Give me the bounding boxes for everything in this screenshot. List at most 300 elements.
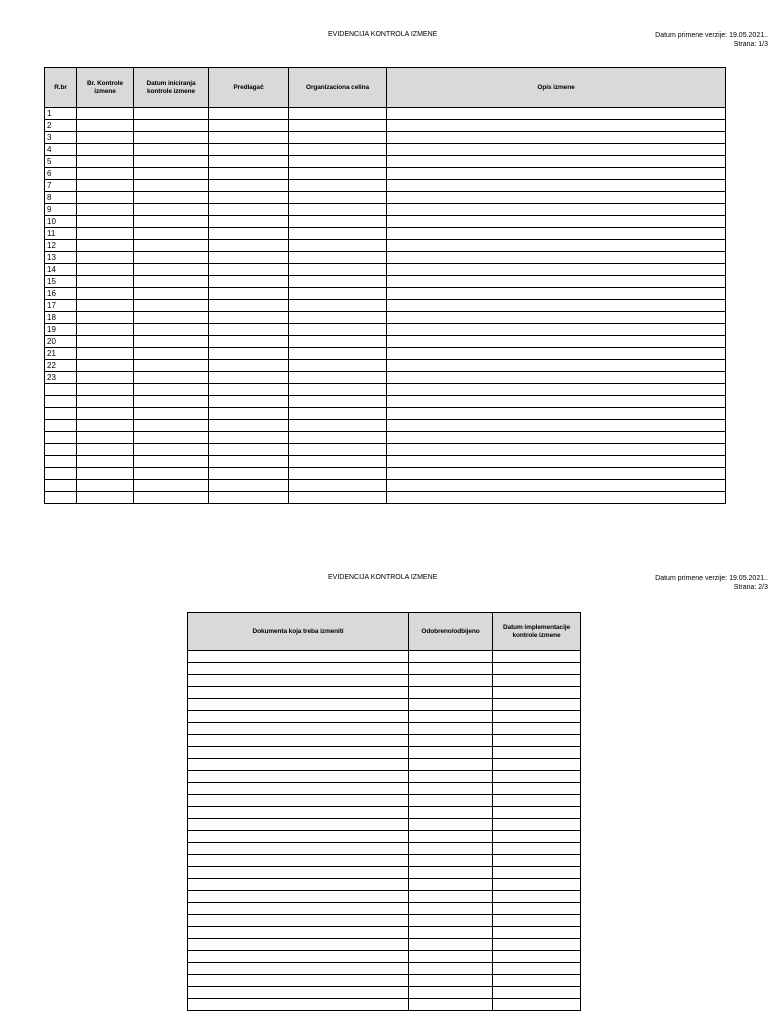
table-row	[45, 120, 726, 132]
table-cell[interactable]	[134, 192, 209, 204]
table-cell[interactable]	[209, 252, 289, 264]
table-cell[interactable]	[493, 723, 581, 735]
table-cell[interactable]	[387, 444, 726, 456]
table-cell[interactable]	[409, 999, 493, 1011]
table-cell[interactable]	[493, 783, 581, 795]
table-cell[interactable]	[134, 312, 209, 324]
table-cell[interactable]	[209, 132, 289, 144]
table-row	[188, 879, 581, 891]
table-cell[interactable]	[493, 927, 581, 939]
table-cell[interactable]	[188, 951, 409, 963]
table-cell[interactable]	[188, 759, 409, 771]
row-number-cell	[45, 480, 77, 492]
table-cell[interactable]	[409, 771, 493, 783]
table-cell[interactable]	[289, 336, 387, 348]
table-cell[interactable]	[409, 699, 493, 711]
table-cell[interactable]	[409, 759, 493, 771]
table-cell[interactable]	[387, 108, 726, 120]
table-row	[188, 747, 581, 759]
table-cell[interactable]	[387, 384, 726, 396]
table-cell[interactable]	[409, 795, 493, 807]
table-cell[interactable]	[209, 336, 289, 348]
table-row	[188, 675, 581, 687]
table-cell[interactable]	[188, 891, 409, 903]
table-cell[interactable]	[77, 288, 134, 300]
table-cell[interactable]	[188, 675, 409, 687]
table-cell[interactable]	[77, 456, 134, 468]
table-row	[188, 711, 581, 723]
table-cell[interactable]	[493, 891, 581, 903]
table-cell[interactable]	[188, 819, 409, 831]
table-cell[interactable]	[387, 324, 726, 336]
table-cell[interactable]	[188, 831, 409, 843]
table-cell[interactable]	[409, 831, 493, 843]
table-cell[interactable]	[289, 372, 387, 384]
table-cell[interactable]	[289, 216, 387, 228]
table-cell[interactable]	[409, 963, 493, 975]
table-cell[interactable]	[188, 807, 409, 819]
table-cell[interactable]	[493, 903, 581, 915]
table-cell[interactable]	[209, 384, 289, 396]
table-cell[interactable]	[409, 891, 493, 903]
table-cell[interactable]	[134, 180, 209, 192]
table-cell[interactable]	[134, 480, 209, 492]
table-cell[interactable]	[493, 999, 581, 1011]
table-cell[interactable]	[493, 759, 581, 771]
table-cell[interactable]	[134, 348, 209, 360]
table-cell[interactable]	[134, 492, 209, 504]
table-cell[interactable]	[289, 252, 387, 264]
table-cell[interactable]	[493, 975, 581, 987]
table-cell[interactable]	[77, 192, 134, 204]
table-cell[interactable]	[209, 228, 289, 240]
table-cell[interactable]	[387, 300, 726, 312]
table-cell[interactable]	[134, 420, 209, 432]
table-cell[interactable]	[77, 240, 134, 252]
table-cell[interactable]	[289, 228, 387, 240]
table-cell[interactable]	[409, 903, 493, 915]
table-cell[interactable]	[493, 651, 581, 663]
table-cell[interactable]	[493, 831, 581, 843]
row-number-cell: 20	[45, 336, 77, 348]
table-cell[interactable]	[289, 396, 387, 408]
table-cell[interactable]	[134, 168, 209, 180]
table-cell[interactable]	[387, 312, 726, 324]
table-cell[interactable]	[409, 987, 493, 999]
table-cell[interactable]	[209, 468, 289, 480]
table-cell[interactable]	[209, 408, 289, 420]
table-cell[interactable]	[134, 300, 209, 312]
table-row	[188, 699, 581, 711]
table-cell[interactable]	[409, 651, 493, 663]
table-cell[interactable]	[188, 711, 409, 723]
table-cell[interactable]	[134, 444, 209, 456]
table-cell[interactable]	[134, 324, 209, 336]
table-cell[interactable]	[188, 747, 409, 759]
table-cell[interactable]	[493, 795, 581, 807]
table-cell[interactable]	[188, 687, 409, 699]
table-cell[interactable]	[134, 468, 209, 480]
table-cell[interactable]	[209, 444, 289, 456]
table-cell[interactable]	[188, 987, 409, 999]
table-cell[interactable]	[409, 735, 493, 747]
table-cell[interactable]	[209, 348, 289, 360]
table-cell[interactable]	[387, 156, 726, 168]
table-cell[interactable]	[387, 396, 726, 408]
table-cell[interactable]	[209, 240, 289, 252]
table-cell[interactable]	[289, 324, 387, 336]
table-cell[interactable]	[134, 156, 209, 168]
table-cell[interactable]	[409, 783, 493, 795]
table-cell[interactable]	[493, 747, 581, 759]
table-row	[45, 492, 726, 504]
row-number-cell: 23	[45, 372, 77, 384]
table-cell[interactable]	[77, 372, 134, 384]
table-cell[interactable]	[289, 300, 387, 312]
table-cell[interactable]	[188, 651, 409, 663]
table-cell[interactable]	[77, 396, 134, 408]
table-cell[interactable]	[409, 711, 493, 723]
table-cell[interactable]	[77, 144, 134, 156]
table-cell[interactable]	[493, 807, 581, 819]
table-cell[interactable]	[188, 903, 409, 915]
table-cell[interactable]	[493, 939, 581, 951]
table-cell[interactable]	[493, 843, 581, 855]
table-cell[interactable]	[134, 336, 209, 348]
table-row	[45, 444, 726, 456]
table-row	[188, 663, 581, 675]
table-cell[interactable]	[188, 927, 409, 939]
table-cell[interactable]	[387, 336, 726, 348]
row-number-cell: 3	[45, 132, 77, 144]
table-cell[interactable]	[77, 180, 134, 192]
table-row	[188, 651, 581, 663]
table-cell[interactable]	[77, 408, 134, 420]
table-row	[188, 963, 581, 975]
table-cell[interactable]	[77, 264, 134, 276]
row-number-cell: 2	[45, 120, 77, 132]
table-cell[interactable]	[134, 108, 209, 120]
table-cell[interactable]	[209, 168, 289, 180]
table-cell[interactable]	[289, 384, 387, 396]
table-cell[interactable]	[493, 915, 581, 927]
table-cell[interactable]	[209, 216, 289, 228]
table-cell[interactable]	[289, 312, 387, 324]
table-cell[interactable]	[77, 300, 134, 312]
table-cell[interactable]	[409, 879, 493, 891]
table-cell[interactable]	[134, 372, 209, 384]
table-cell[interactable]	[77, 156, 134, 168]
table-cell[interactable]	[493, 867, 581, 879]
table-cell[interactable]	[493, 735, 581, 747]
table-cell[interactable]	[188, 783, 409, 795]
table-cell[interactable]	[493, 771, 581, 783]
table-cell[interactable]	[493, 711, 581, 723]
table-cell[interactable]	[188, 771, 409, 783]
table-cell[interactable]	[387, 360, 726, 372]
documents-to-change-table	[187, 612, 581, 1011]
table-cell[interactable]	[409, 747, 493, 759]
table-cell[interactable]	[387, 168, 726, 180]
table-cell[interactable]	[289, 120, 387, 132]
table-cell[interactable]	[209, 276, 289, 288]
table-cell[interactable]	[289, 348, 387, 360]
table-cell[interactable]	[493, 855, 581, 867]
table-cell[interactable]	[209, 288, 289, 300]
col-header-control-number: Br. Kontrole izmene	[77, 68, 134, 108]
table-cell[interactable]	[77, 324, 134, 336]
table-cell[interactable]	[493, 879, 581, 891]
table-cell[interactable]	[289, 276, 387, 288]
table-row	[188, 831, 581, 843]
table-cell[interactable]	[77, 384, 134, 396]
table-cell[interactable]	[289, 240, 387, 252]
table-cell[interactable]	[289, 360, 387, 372]
table-cell[interactable]	[387, 240, 726, 252]
table-cell[interactable]	[134, 456, 209, 468]
table-cell[interactable]	[409, 675, 493, 687]
row-number-cell: 4	[45, 144, 77, 156]
table-cell[interactable]	[209, 312, 289, 324]
table-cell[interactable]	[387, 144, 726, 156]
table-cell[interactable]	[289, 204, 387, 216]
table-cell[interactable]	[289, 144, 387, 156]
table-cell[interactable]	[188, 915, 409, 927]
table-cell[interactable]	[289, 480, 387, 492]
col-header-initiation-date: Datum iniciranja kontrole izmene	[134, 68, 209, 108]
table-cell[interactable]	[289, 192, 387, 204]
table-cell[interactable]	[209, 180, 289, 192]
table-cell[interactable]	[209, 300, 289, 312]
table-cell[interactable]	[77, 432, 134, 444]
table-cell[interactable]	[387, 252, 726, 264]
table-header-row	[188, 613, 581, 651]
table-cell[interactable]	[387, 204, 726, 216]
table-cell[interactable]	[289, 108, 387, 120]
table-cell[interactable]	[77, 108, 134, 120]
row-number-cell	[45, 468, 77, 480]
table-cell[interactable]	[409, 951, 493, 963]
table-cell[interactable]	[387, 264, 726, 276]
table-cell[interactable]	[289, 180, 387, 192]
table-cell[interactable]	[134, 132, 209, 144]
table-cell[interactable]	[387, 276, 726, 288]
table-cell[interactable]	[77, 228, 134, 240]
table-cell[interactable]	[409, 867, 493, 879]
table-cell[interactable]	[77, 468, 134, 480]
table-cell[interactable]	[493, 819, 581, 831]
table-cell[interactable]	[77, 444, 134, 456]
table-row	[45, 408, 726, 420]
table-cell[interactable]	[289, 468, 387, 480]
table-cell[interactable]	[209, 144, 289, 156]
row-number-cell	[45, 384, 77, 396]
table-cell[interactable]	[387, 348, 726, 360]
table-cell[interactable]	[387, 180, 726, 192]
table-cell[interactable]	[493, 663, 581, 675]
table-cell[interactable]	[134, 204, 209, 216]
table-cell[interactable]	[409, 843, 493, 855]
table-cell[interactable]	[77, 360, 134, 372]
table-cell[interactable]	[77, 492, 134, 504]
table-cell[interactable]	[409, 975, 493, 987]
table-cell[interactable]	[387, 456, 726, 468]
table-cell[interactable]	[209, 156, 289, 168]
page-number: Strana: 1/3	[733, 41, 768, 48]
table-cell[interactable]	[134, 276, 209, 288]
table-cell[interactable]	[493, 687, 581, 699]
table-cell[interactable]	[188, 975, 409, 987]
table-cell[interactable]	[188, 843, 409, 855]
table-cell[interactable]	[77, 168, 134, 180]
table-cell[interactable]	[188, 723, 409, 735]
table-cell[interactable]	[134, 252, 209, 264]
table-cell[interactable]	[188, 663, 409, 675]
row-number-cell	[45, 492, 77, 504]
table-cell[interactable]	[134, 144, 209, 156]
table-cell[interactable]	[289, 456, 387, 468]
table-cell[interactable]	[289, 432, 387, 444]
table-cell[interactable]	[289, 444, 387, 456]
table-cell[interactable]	[493, 699, 581, 711]
table-cell[interactable]	[188, 855, 409, 867]
table-cell[interactable]	[134, 240, 209, 252]
table-cell[interactable]	[134, 432, 209, 444]
table-cell[interactable]	[387, 432, 726, 444]
table-cell[interactable]	[77, 336, 134, 348]
table-cell[interactable]	[409, 687, 493, 699]
table-row	[188, 759, 581, 771]
table-cell[interactable]	[188, 795, 409, 807]
table-cell[interactable]	[134, 408, 209, 420]
table-row	[188, 975, 581, 987]
table-cell[interactable]	[209, 192, 289, 204]
table-cell[interactable]	[209, 456, 289, 468]
table-cell[interactable]	[188, 867, 409, 879]
table-cell[interactable]	[409, 819, 493, 831]
table-cell[interactable]	[409, 807, 493, 819]
table-cell[interactable]	[188, 699, 409, 711]
table-cell[interactable]	[77, 420, 134, 432]
table-cell[interactable]	[209, 432, 289, 444]
table-cell[interactable]	[188, 999, 409, 1011]
table-cell[interactable]	[134, 120, 209, 132]
table-cell[interactable]	[77, 204, 134, 216]
table-cell[interactable]	[289, 156, 387, 168]
table-cell[interactable]	[209, 420, 289, 432]
table-row	[45, 456, 726, 468]
table-cell[interactable]	[289, 132, 387, 144]
table-cell[interactable]	[77, 216, 134, 228]
table-cell[interactable]	[387, 228, 726, 240]
row-number-cell	[45, 396, 77, 408]
row-number-cell	[45, 408, 77, 420]
table-cell[interactable]	[134, 288, 209, 300]
table-cell[interactable]	[134, 216, 209, 228]
table-cell[interactable]	[387, 372, 726, 384]
table-cell[interactable]	[409, 915, 493, 927]
table-cell[interactable]	[134, 264, 209, 276]
table-cell[interactable]	[387, 420, 726, 432]
table-cell[interactable]	[493, 963, 581, 975]
table-row	[188, 819, 581, 831]
table-cell[interactable]	[209, 492, 289, 504]
table-cell[interactable]	[188, 939, 409, 951]
table-cell[interactable]	[387, 288, 726, 300]
table-cell[interactable]	[77, 276, 134, 288]
table-row	[188, 843, 581, 855]
table-cell[interactable]	[409, 723, 493, 735]
table-cell[interactable]	[409, 663, 493, 675]
table-cell[interactable]	[387, 132, 726, 144]
table-cell[interactable]	[289, 420, 387, 432]
table-cell[interactable]	[188, 735, 409, 747]
table-row	[45, 132, 726, 144]
row-number-cell: 15	[45, 276, 77, 288]
table-cell[interactable]	[209, 324, 289, 336]
table-cell[interactable]	[493, 675, 581, 687]
row-number-cell: 11	[45, 228, 77, 240]
table-cell[interactable]	[289, 408, 387, 420]
table-cell[interactable]	[134, 384, 209, 396]
table-cell[interactable]	[409, 927, 493, 939]
table-cell[interactable]	[134, 396, 209, 408]
row-number-cell: 19	[45, 324, 77, 336]
table-cell[interactable]	[387, 468, 726, 480]
table-row	[45, 192, 726, 204]
table-cell[interactable]	[209, 120, 289, 132]
table-cell[interactable]	[387, 408, 726, 420]
table-cell[interactable]	[493, 951, 581, 963]
table-cell[interactable]	[209, 204, 289, 216]
table-cell[interactable]	[387, 216, 726, 228]
table-row	[45, 360, 726, 372]
table-cell[interactable]	[77, 252, 134, 264]
table-cell[interactable]	[409, 855, 493, 867]
row-number-cell: 6	[45, 168, 77, 180]
table-cell[interactable]	[77, 312, 134, 324]
table-cell[interactable]	[387, 492, 726, 504]
table-cell[interactable]	[188, 879, 409, 891]
table-cell[interactable]	[77, 132, 134, 144]
table-cell[interactable]	[387, 192, 726, 204]
table-cell[interactable]	[77, 348, 134, 360]
table-cell[interactable]	[387, 480, 726, 492]
row-number-cell: 10	[45, 216, 77, 228]
table-row	[45, 432, 726, 444]
table-cell[interactable]	[289, 264, 387, 276]
table-cell[interactable]	[209, 396, 289, 408]
table-cell[interactable]	[289, 168, 387, 180]
table-cell[interactable]	[134, 228, 209, 240]
table-cell[interactable]	[289, 288, 387, 300]
table-cell[interactable]	[77, 480, 134, 492]
table-cell[interactable]	[493, 987, 581, 999]
table-cell[interactable]	[209, 480, 289, 492]
table-cell[interactable]	[387, 120, 726, 132]
table-cell[interactable]	[134, 360, 209, 372]
table-cell[interactable]	[209, 108, 289, 120]
table-cell[interactable]	[289, 492, 387, 504]
table-cell[interactable]	[188, 963, 409, 975]
table-cell[interactable]	[209, 372, 289, 384]
table-cell[interactable]	[77, 120, 134, 132]
table-cell[interactable]	[409, 939, 493, 951]
table-cell[interactable]	[209, 360, 289, 372]
table-cell[interactable]	[209, 264, 289, 276]
row-number-cell: 22	[45, 360, 77, 372]
table-row	[188, 951, 581, 963]
